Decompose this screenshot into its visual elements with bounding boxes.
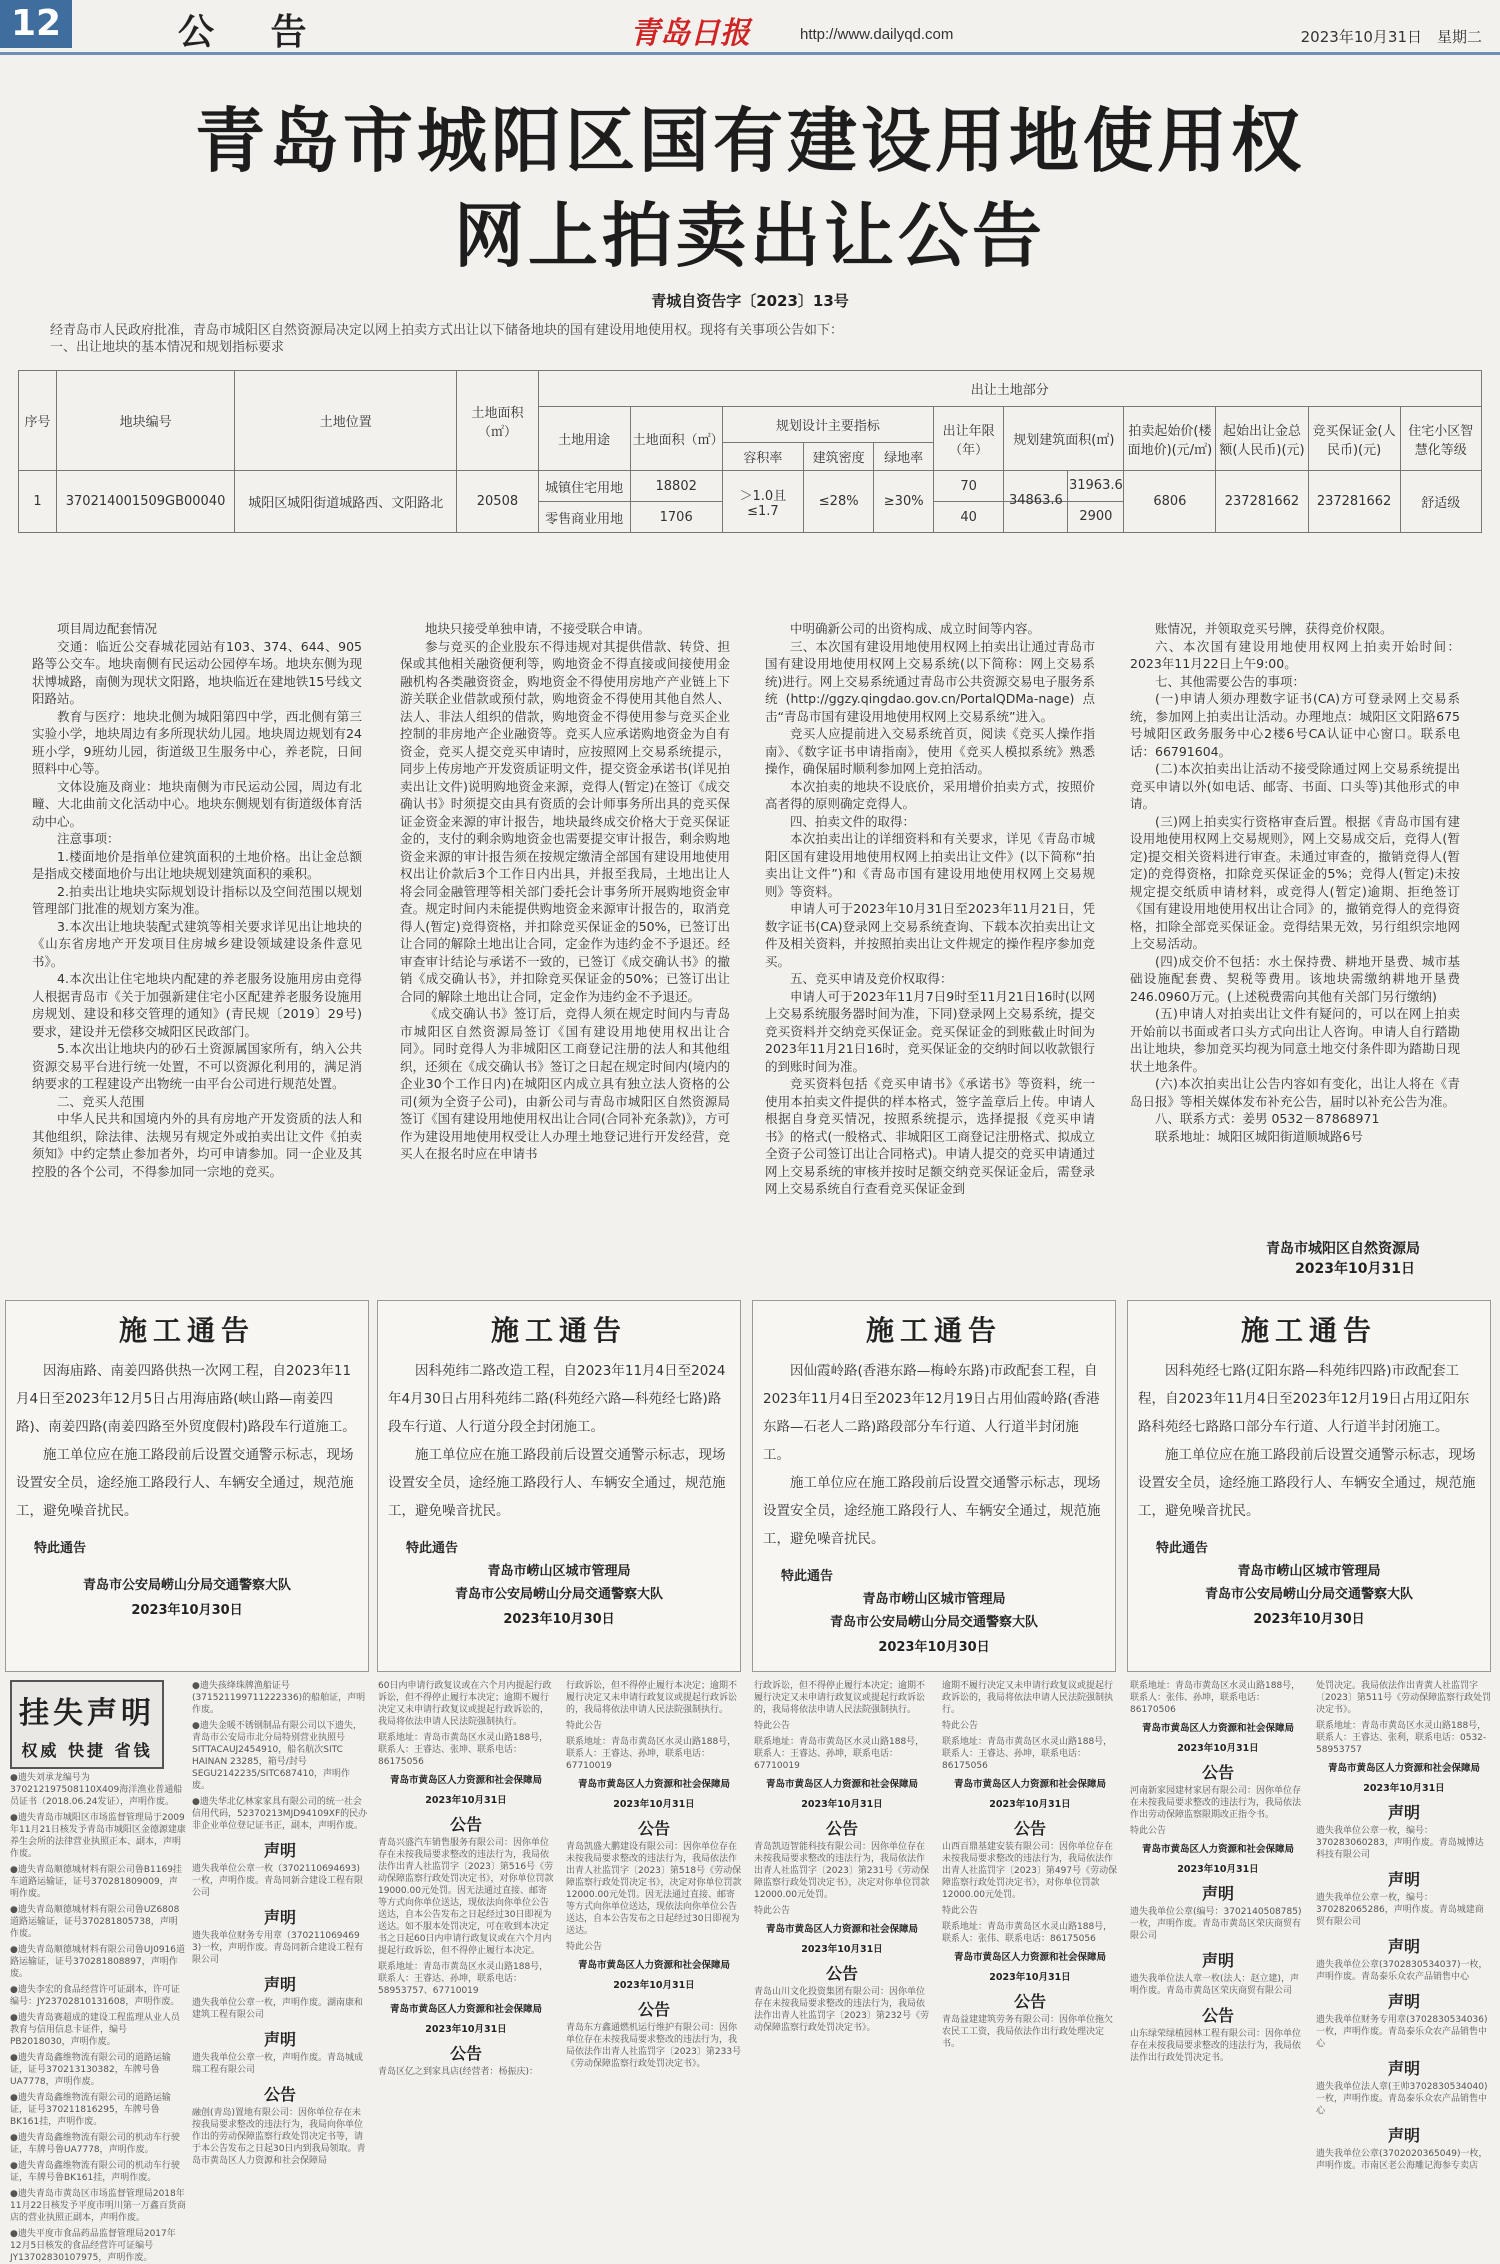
notice-title: 施工通告 bbox=[118, 1314, 255, 1347]
classified-text: ●遗失李宏的食品经营许可证副本，许可证编号：JY23702810131608，声明作废。 bbox=[10, 1985, 180, 2007]
body-paragraph: 交通：临近公交春城花园站有103、374、644、905路等公交车。地块南侧有民运动公园停车场。地块东侧为现状博城路，南侧为现状文阳路，地块临近在建地铁15号线文阳路站。 bbox=[32, 638, 362, 706]
classified-signature: 青岛市黄岛区人力资源和社会保障局 bbox=[953, 1952, 1106, 1963]
body-paragraph: 联系地址：城阳区城阳街道顺城路6号 bbox=[1155, 1128, 1363, 1144]
classified-text: 青岛东方鑫通燃机运行维护有限公司：因你单位存在未按我局要求整改的违法行为，我局依法作出青人社监罚字〔2023〕第233号《劳动保障监察行政处罚决定书》。 bbox=[566, 2023, 742, 2069]
body-paragraph: 竞买人应提前进入交易系统首页，阅读《竞买人操作指南》、《数字证书申请指南》，使用《竞买人模拟系统》熟悉操作，确保届时顺利参加网上竞拍活动。 bbox=[765, 726, 1095, 776]
cell-term-1: 70 bbox=[933, 471, 1003, 502]
body-column-3 bbox=[765, 620, 1095, 1198]
body-paragraph: 本次拍卖出让的详细资料和有关要求，详见《青岛市城阳区国有建设用地使用权网上拍卖出让文件》(以下简称“拍卖出让文件”)和《青岛市国有建设用地使用权网上交易规则》等资料。 bbox=[765, 831, 1095, 899]
body-paragraph: 七、其他需要公告的事项： bbox=[1155, 673, 1306, 689]
classified-column-6 bbox=[942, 1680, 1118, 2170]
classified-text: 遗失我单位公章一枚，声明作废。青岛城成瑞工程有限公司 bbox=[192, 2053, 364, 2075]
classified-column-3 bbox=[378, 1680, 554, 2170]
issue-date: 2023年10月31日 星期二 bbox=[1300, 28, 1482, 46]
cell-area: 20508 bbox=[457, 471, 538, 533]
classified-heading: 公告 bbox=[449, 2044, 482, 2063]
notice-date: 2023年10月30日 bbox=[1253, 1612, 1365, 1627]
classified-signature: 2023年10月31日 bbox=[613, 1799, 695, 1810]
body-paragraph: 文体设施及商业：地块南侧为市民运动公园，周边有北疃、大北曲前文化活动中心。地块东侧规划有街道级体育活动中心。 bbox=[32, 778, 362, 829]
classified-text: 山西百鼎基建安装有限公司：因你单位存在未按我局要求整改的违法行为，我局依法作出青人社监罚字〔2023〕第497号《劳动保障监察行政处罚决定书》，对你单位罚款12000.00元处罚。 bbox=[942, 1842, 1118, 1900]
classified-text: 青岛山川文化投资集团有限公司：因你单位存在未按我局要求整改的违法行为，我局依法作出青人社监罚字〔2023〕第232号《劳动保障监察行政处罚决定书》。 bbox=[754, 1987, 930, 2033]
newspaper-logo: 青岛日报 bbox=[630, 16, 750, 51]
cell-total-price: 237281662 bbox=[1216, 471, 1308, 533]
announcement-intro bbox=[50, 322, 1470, 356]
classified-heading: 声明 bbox=[1387, 2126, 1420, 2145]
classified-text: ●遗失青岛顺德城材料有限公司鲁UZ6808道路运输证，证号370281805738，声明作废。 bbox=[10, 1905, 180, 1939]
classified-heading: 公告 bbox=[1013, 1992, 1046, 2011]
cell-use-area-1: 18802 bbox=[630, 471, 722, 502]
body-column-4 bbox=[1130, 620, 1460, 1145]
classified-signature: 2023年10月31日 bbox=[1177, 1864, 1259, 1875]
classified-text: 青岛兴盛汽车销售服务有限公司：因你单位存在未按我局要求整改的违法行为，我局依法作出青人社监罚字〔2023〕第516号《劳动保障监察行政处罚决定书》，对你单位罚款19000.00元处罚。因无法通过直接、邮寄等方式向你单位送达，现依法向你单位公告送达，自本公告发布之日起经过30日即视为送达。如不服本处罚决定，可在收到本决定书之日起60日内申请行政复议或在六个月内提起行政诉讼，但不得停止履行本决定。 bbox=[378, 1838, 554, 1956]
classified-text: ●遗失青岛顺德城材料有限公司鲁UJ0916道路运输证，证号370281808897，声明作废。 bbox=[10, 1945, 185, 1979]
cell-smart-level: 舒适级 bbox=[1400, 471, 1481, 533]
th-use-area: 土地面积（㎡） bbox=[630, 407, 722, 471]
cell-build-2: 2900 bbox=[1067, 502, 1123, 532]
section-name: 公 告 bbox=[178, 11, 329, 53]
intro-subheading: 一、出让地块的基本情况和规划指标要求 bbox=[50, 340, 285, 355]
cell-use-1: 城镇住宅用地 bbox=[538, 471, 630, 502]
classified-heading: 声明 bbox=[263, 1975, 296, 1994]
classified-heading: 公告 bbox=[263, 2085, 296, 2104]
classified-heading: 声明 bbox=[263, 1908, 296, 1927]
classified-text: 联系地址：青岛市黄岛区水灵山路188号，联系人：王睿达、孙坤，联系电话：58953757、67710019 bbox=[378, 1962, 549, 1996]
classified-heading: 公告 bbox=[1201, 1763, 1234, 1782]
classified-text: ●遗失华北亿林家家具有限公司的统一社会信用代码，52370213MJD94109XF的民办非企业单位登记证书正，副本，声明作废。 bbox=[192, 1797, 368, 1831]
classified-signature: 青岛市黄岛区人力资源和社会保障局 bbox=[1141, 1723, 1294, 1734]
classified-signature: 青岛市黄岛区人力资源和社会保障局 bbox=[953, 1779, 1106, 1790]
classified-text: ●遗失青岛顺德城材料有限公司鲁B1169挂车道路运输证，证号370281809009，声明作废。 bbox=[10, 1865, 182, 1899]
classified-column-1 bbox=[10, 1772, 186, 2263]
body-column-1 bbox=[32, 620, 362, 1180]
classified-text: 遗失我单位法人章一枚(法人：赵立建)，声明作废。青岛市黄岛区荣庆商贸有限公司 bbox=[1130, 1974, 1300, 1996]
cell-build-area-2 bbox=[1004, 493, 1124, 533]
classified-signature: 2023年10月31日 bbox=[989, 1972, 1071, 1983]
classified-text: ●遗失青岛鑫维物流有限公司的道路运输证，证号370211816295，车牌号鲁BK161挂，声明作废。 bbox=[10, 2093, 171, 2127]
classified-text: ●遗失平度市食品药品监督管理局2017年12月5日核发的食品经营许可证编号JY13702830107975，声明作废。 bbox=[10, 2229, 176, 2263]
th-far: 容积率 bbox=[722, 443, 803, 471]
classified-signature: 青岛市黄岛区人力资源和社会保障局 bbox=[765, 1779, 918, 1790]
cell-use-area-2: 1706 bbox=[630, 502, 722, 533]
lost-subtitle: 权威 快捷 省钱 bbox=[21, 1741, 153, 1760]
classified-heading: 公告 bbox=[1201, 2006, 1234, 2025]
body-paragraph: 地块只接受单独申请，不接受联合申请。 bbox=[425, 621, 651, 636]
classified-text: ●遗失孩绛珠牌渔船证号(371521199711222336)的船舶证，声明作废。 bbox=[192, 1681, 366, 1715]
cell-location: 城阳区城阳街道城路西、文阳路北 bbox=[235, 471, 457, 533]
body-paragraph: 1.楼面地价是指单位建筑面积的土地价格。出让金总额是指成交楼面地价与出让地块规划建筑面积的乘积。 bbox=[32, 848, 362, 881]
notice-body: 因仙霞岭路(香港东路—梅岭东路)市政配套工程，自2023年11月4日至2023年12月19日占用仙霞岭路(香港东路—石老人二路)路段部分车行道、人行道半封闭施工。 bbox=[763, 1363, 1100, 1463]
body-paragraph: 申请人可于2023年10月31日至2023年11月21日，凭数字证书(CA)登录网上交易系统查询、下载本次拍卖出让文件及相关资料，并按照拍卖出让文件规定的操作程序参加竞买。 bbox=[765, 901, 1095, 969]
cell-use-2: 零售商业用地 bbox=[538, 502, 630, 533]
classified-text: 60日内申请行政复议或在六个月内提起行政诉讼，但不得停止履行本决定；逾期不履行决定又未申请行政复议或提起行政诉讼的，我局将依法申请人民法院强制执行。 bbox=[378, 1681, 552, 1727]
classified-signature: 青岛市黄岛区人力资源和社会保障局 bbox=[765, 1924, 918, 1935]
notice-date: 2023年10月30日 bbox=[131, 1603, 243, 1618]
classified-signature: 青岛市黄岛区人力资源和社会保障局 bbox=[577, 1960, 730, 1971]
classified-text: ●遗失刘承龙编号为370212197508110X409海洋渔业普通船员证书（2018.06.24发证），声明作废。 bbox=[10, 1773, 183, 1807]
notice-body-2: 施工单位应在施工路段前后设置交通警示标志，现场设置安全员，途经施工路段行人、车辆安全通过，规范施工，避免噪音扰民。 bbox=[763, 1475, 1101, 1547]
notice-body-2: 施工单位应在施工路段前后设置交通警示标志，现场设置安全员，途经施工路段行人、车辆安全通过，规范施工，避免噪音扰民。 bbox=[1138, 1447, 1476, 1519]
classified-text: 遗失我单位公章一枚，编号：370282065286，声明作废。青岛城建商贸有限公司 bbox=[1316, 1893, 1484, 1927]
construction-notice-3 bbox=[752, 1300, 1116, 1672]
classified-text: ●遗失金暖不锈钢制品有限公司以下遗失，青岛市公安局市北分局特别营业执照号SITTACAUJ2454910，船名航次SITC HAINAN 23285，箱号/封号SEGU2142235/SITC687410，声明作废。 bbox=[192, 1721, 362, 1791]
construction-notice-1 bbox=[5, 1300, 369, 1672]
body-paragraph: (三)网上拍卖实行资格审查后置。根据《青岛市国有建设用地使用权网上交易规则》，网上交易成交后，竞得人(暂定)提交相关资料进行审查。未通过审查的，撤销竞得人(暂定)的竞得资格，扣除竞买保证金的5%；竞得人(暂定)未按规定提交纸质申请材料，或竞得人(暂定)逾期、拒绝签订《国有建设用地使用权出让合同》的，撤销竞得人的竞得资格，扣除全部竞买保证金。竞得结果无效，另行组织宗地网上交易活动。 bbox=[1130, 813, 1460, 951]
classified-signature: 青岛市黄岛区人力资源和社会保障局 bbox=[389, 1775, 542, 1786]
signature-org: 青岛市城阳区自然资源局 bbox=[1266, 1241, 1420, 1257]
classified-column-2 bbox=[192, 1680, 368, 2170]
classified-column-4 bbox=[566, 1680, 742, 2170]
classified-heading: 声明 bbox=[1387, 1803, 1420, 1822]
th-seq: 序号 bbox=[19, 371, 57, 471]
notice-org-1: 青岛市崂山区城市管理局 bbox=[862, 1592, 1006, 1607]
body-paragraph: 账情况，并领取竞买号牌，获得竞价权限。 bbox=[1155, 621, 1393, 636]
classified-text: ●遗失青岛鑫维物流有限公司的道路运输证，证号370213130382，车牌号鲁UA7778，声明作废。 bbox=[10, 2053, 171, 2087]
body-paragraph: 四、拍卖文件的取得： bbox=[790, 813, 916, 829]
th-plan: 规划设计主要指标 bbox=[722, 407, 933, 443]
page-number: 12 bbox=[0, 0, 72, 48]
cell-code: 370214001509GB00040 bbox=[56, 471, 234, 533]
body-paragraph: (二)本次拍卖出让活动不接受除通过网上交易系统提出竞买申请以外(如电话、邮寄、书面、口头等)其他形式的申请。 bbox=[1130, 761, 1460, 811]
body-paragraph: (六)本次拍卖出让公告内容如有变化，出让人将在《青岛日报》等相关媒体发布补充公告，届时以补充公告为准。 bbox=[1130, 1076, 1460, 1109]
classified-text: ●遗失青岛鑫维物流有限公司的机动车行驶证，车牌号鲁BK161挂，声明作废。 bbox=[10, 2161, 180, 2183]
classified-text: 联系地址：青岛市黄岛区水灵山路188号，联系人：王睿达、张坤、联系电话：86175056 bbox=[378, 1733, 549, 1767]
cell-build-total: 34863.6 bbox=[1008, 493, 1063, 508]
body-paragraph: (五)申请人对拍卖出让文件有疑问的，可以在网上拍卖开始前以书面或者口头方式向出让人咨询。申请人自行踏勘出让地块，参加竞买均视为同意土地交付条件即为踏勘日现状土地条件。 bbox=[1130, 1006, 1460, 1074]
notice-org-2: 青岛市公安局崂山分局交通警察大队 bbox=[82, 1578, 291, 1593]
notice-body-2: 施工单位应在施工路段前后设置交通警示标志，现场设置安全员，途经施工路段行人、车辆安全通过，规范施工，避免噪音扰民。 bbox=[388, 1447, 726, 1519]
classified-text: 处罚决定。我局依法作出青黄人社监罚字〔2023〕第511号《劳动保障监察行政处罚决定书》。 bbox=[1316, 1681, 1492, 1715]
notice-title: 施工通告 bbox=[1240, 1314, 1377, 1347]
notice-special: 特此通告 bbox=[781, 1569, 834, 1584]
classified-signature: 青岛市黄岛区人力资源和社会保障局 bbox=[577, 1779, 730, 1790]
notice-title: 施工通告 bbox=[865, 1314, 1002, 1347]
classified-heading: 公告 bbox=[825, 1819, 858, 1838]
construction-notice-4 bbox=[1127, 1300, 1491, 1672]
classified-column-7 bbox=[1130, 1680, 1306, 2170]
body-paragraph: 中华人民共和国境内外的具有房地产开发资质的法人和其他组织，除法律、法规另有规定外或拍卖出让文件《拍卖须知》中约定禁止参加者外，均可申请参加。同一企业及其控股的各个公司，不得参加同一宗地的竞买。 bbox=[32, 1111, 362, 1179]
classified-text: 特此公告 bbox=[942, 1721, 979, 1731]
classified-text: ●遗失青岛市城阳区市场监督管理局于2009年11月21日核发予青岛市城阳区金德源建康养生会所的法律营业执照正本、副本，声明作废。 bbox=[10, 1813, 186, 1859]
notice-body: 因科苑经七路(辽阳东路—科苑纬四路)市政配套工程，自2023年11月4日至2023年12月19日占用辽阳东路科苑经七路路口部分车行道、人行道半封闭施工。 bbox=[1138, 1363, 1470, 1435]
th-start-price: 拍卖起始价(楼面地价)(元/㎡) bbox=[1124, 407, 1216, 471]
land-info-table bbox=[18, 370, 1482, 533]
classified-column-5 bbox=[754, 1680, 930, 2170]
classified-text: 青岛益建建筑劳务有限公司：因你单位拖欠农民工工资，我局依法作出行政处理决定书。 bbox=[942, 2015, 1114, 2049]
classified-text: 青岛区亿之到家具店(经营者：杨振庆)： bbox=[378, 2067, 539, 2077]
classified-text: ●遗失青岛鑫维物流有限公司的机动车行驶证，车牌号鲁UA7778，声明作废。 bbox=[10, 2133, 180, 2155]
classified-signature: 2023年10月31日 bbox=[801, 1944, 883, 1955]
cell-term-2: 40 bbox=[933, 502, 1003, 533]
cell-green: ≥30% bbox=[874, 471, 934, 533]
document-number: 青城自资告字〔2023〕13号 bbox=[651, 292, 849, 310]
classified-signature: 2023年10月31日 bbox=[1363, 1783, 1445, 1794]
th-total-price: 起始出让金总额(人民币)(元) bbox=[1216, 407, 1308, 471]
th-green: 绿地率 bbox=[874, 443, 934, 471]
classified-heading: 声明 bbox=[263, 2030, 296, 2049]
body-paragraph: 《成交确认书》签订后，竞得人须在规定时间内与青岛市城阳区自然资源局签订《国有建设用地使用权出让合同》。同时竞得人为非城阳区工商登记注册的法人和其他组织，还须在《成交确认书》签订之日起在规定时间内(境内的企业30个工作日内)在城阳区内成立具有独立法人资格的公司(须为全资子公司)，由新公司与青岛市城阳区自然资源局签订《国有建设用地使用权出让合同(合同补充条款)》，方可作为建设用地使用权受让人办理土地登记进行开发经营，竞买人在报名时应在申请书 bbox=[400, 1006, 730, 1161]
classified-text: 特此公告 bbox=[754, 1721, 791, 1731]
classified-text: 遗失我单位公章一枚，编号：370283060283，声明作废。青岛城博达科技有限公司 bbox=[1316, 1826, 1484, 1860]
notice-org-1: 青岛市崂山区城市管理局 bbox=[1237, 1564, 1381, 1579]
classified-text: 遗失我单位公章(编号：3702140508785)一枚，声明作废。青岛市黄岛区荣庆商贸有限公司 bbox=[1130, 1907, 1302, 1941]
classified-heading: 公告 bbox=[637, 1819, 670, 1838]
notice-title: 施工通告 bbox=[490, 1314, 627, 1347]
body-paragraph: 本次拍卖的地块不设底价，采用增价拍卖方式，按照价高者得的原则确定竞得人。 bbox=[765, 778, 1095, 811]
classified-text: 行政诉讼，但不得停止履行本决定；逾期不履行决定又未申请行政复议或提起行政诉讼的，我局将依法申请人民法院强制执行。 bbox=[754, 1681, 926, 1715]
notice-body-2: 施工单位应在施工路段前后设置交通警示标志，现场设置安全员，途经施工路段行人、车辆安全通过，规范施工，避免噪音扰民。 bbox=[16, 1447, 354, 1519]
body-paragraph: 申请人可于2023年11月7日9时至11月21日16时(以网上交易系统服务器时间为准，下同)登录网上交易系统，提交竞买资料并交纳竞买保证金。竞买保证金的到账截止时间为2023年11月21日16时，竞买保证金的交纳时间以收款银行的到账时间为准。 bbox=[765, 988, 1095, 1074]
classified-text: 青岛凯迈智能科技有限公司：因你单位存在未按我局要求整改的违法行为，我局依法作出青人社监罚字〔2023〕第231号《劳动保障监察行政处罚决定书》，决定对你单位罚款12000.00元处罚。 bbox=[754, 1842, 930, 1900]
body-paragraph: 五、竞买申请及竞价权取得： bbox=[790, 971, 953, 986]
th-location: 土地位置 bbox=[235, 371, 457, 471]
cell-build-1: 31963.6 bbox=[1067, 471, 1123, 501]
body-paragraph: 六、本次国有建设用地使用权网上拍卖开始时间：2023年11月22日上午9:00。 bbox=[1130, 638, 1460, 671]
body-paragraph: 二、竞买人范围 bbox=[57, 1093, 145, 1109]
th-area: 土地面积（㎡） bbox=[457, 371, 538, 471]
th-deposit: 竞买保证金(人民币)(元) bbox=[1308, 407, 1400, 471]
signature-date: 2023年10月31日 bbox=[1295, 1261, 1415, 1277]
body-paragraph: 中明确新公司的出资构成、成立时间等内容。 bbox=[790, 621, 1041, 636]
classified-heading: 声明 bbox=[1201, 1884, 1234, 1903]
notice-body: 因海庙路、南姜四路供热一次网工程，自2023年11月4日至2023年12月5日占用海庙路(峡山路—南姜四路)、南姜四路(南姜四路至外贸度假村)路段车行道施工。 bbox=[16, 1363, 356, 1435]
body-paragraph: 3.本次出让地块装配式建筑等相关要求详见出让地块的《山东省房地产开发项目住房城乡建设领域建设条件意见书》。 bbox=[32, 918, 362, 969]
classified-text: 融创(青岛)置地有限公司：因你单位存在未按我局要求整改的违法行为，我局向你单位作出的劳动保障监察行政处罚决定书等，请于本公告发布之日起30日内到我局领取。青岛市黄岛区人力资源和社会保障局 bbox=[192, 2108, 366, 2166]
notice-date: 2023年10月30日 bbox=[878, 1640, 990, 1655]
classified-signature: 2023年10月31日 bbox=[801, 1799, 883, 1810]
classified-heading: 声明 bbox=[1387, 1937, 1420, 1956]
cell-density: ≤28% bbox=[803, 471, 873, 533]
body-paragraph: 5.本次出让地块内的砂石土资源属国家所有，纳入公共资源交易平台进行统一处置，不可以资源化利用的，满足消纳要求的工程建设产出物统一由平台公司进行规范处置。 bbox=[32, 1041, 362, 1091]
body-paragraph: 八、联系方式：姜男 0532－87868971 bbox=[1155, 1111, 1380, 1126]
body-column-2 bbox=[400, 620, 730, 1163]
classified-heading: 声明 bbox=[1201, 1951, 1234, 1970]
classified-heading: 声明 bbox=[1387, 2059, 1420, 2078]
body-paragraph: (一)申请人须办理数字证书(CA)方可登录网上交易系统，参加网上拍卖出让活动。办理地点：城阳区文阳路675号城阳区政务服务中心2楼6号CA认证中心窗口。联系电话：66791604。 bbox=[1130, 691, 1460, 759]
body-paragraph: 参与竞买的企业股东不得违规对其提供借款、转贷、担保或其他相关融资便利等，购地资金不得直接或间接使用金融机构各类融资资金，购地资金不得使用房地产产业链上下游关联企业借款或预付款，购地资金不得使用其他自然人、法人、非法人组织的借款，购地资金不得使用参与竞买企业控制的非房地产企业融资等。竞买人应承诺购地资金为自有资金，竞买人提交竞买申请时，应按照网上交易系统提示，同步上传房地产开发资质证明文件，提交资金承诺书(详见拍卖出让文件)说明购地资金来源，竞得人(暂定)在签订《成交确认书》时须提交由具有资质的会计师事务所出具的竞买保证金资金来源的审计报告，地块最终成交价格大于竞买保证金的，支付的剩余购地资金也需要提交审计报告，剩余购地资金来源的审计报告须在按规定缴清全部国有建设用地使用权出让价款后3个工作日内出具，并报至我局，土地出让人将会同金融管理等相关部门委托会计事务所开展购地资金审查。规定时间内未能提供购地资金来源审计报告的，取消竞得人(暂定)竞得资格，并扣除竞买保证金的50%，已签订出让合同的解除土地出让合同，定金作为违约金不予退还。经审查审计结论与承诺不一致的，已签订《成交确认书》的撤销《成交确认书》，并扣除竞买保证金的50%；已签订出让合同的解除土地出让合同，定金作为违约金不予退还。 bbox=[400, 638, 730, 1004]
classified-signature: 青岛市黄岛区人力资源和社会保障局 bbox=[1327, 1763, 1480, 1774]
announcement-title-line2: 网上拍卖出让公告 bbox=[454, 194, 1046, 277]
classified-text: 河南新家园建材家居有限公司：因你单位存在未按我局要求整改的违法行为，我局依法作出劳动保障监察限期改正指令书。 bbox=[1130, 1786, 1302, 1820]
notice-org-2: 青岛市公安局崂山分局交通警察大队 bbox=[829, 1615, 1038, 1630]
body-paragraph: 项目周边配套情况 bbox=[57, 621, 158, 636]
classified-text: 联系地址：青岛市黄岛区水灵山路188号，联系人：王睿达、张利，联系电话：0532-58953757 bbox=[1316, 1721, 1487, 1755]
classified-signature: 青岛市黄岛区人力资源和社会保障局 bbox=[1141, 1844, 1294, 1855]
classified-heading: 公告 bbox=[637, 2000, 670, 2019]
th-term: 出让年限（年） bbox=[933, 407, 1003, 471]
classified-signature: 2023年10月31日 bbox=[425, 1795, 507, 1806]
classified-text: 特此公告 bbox=[754, 1906, 791, 1916]
classified-column-8 bbox=[1316, 1680, 1492, 2170]
notice-special: 特此通告 bbox=[1156, 1541, 1209, 1556]
cell-start-price: 6806 bbox=[1124, 471, 1216, 533]
website-url[interactable]: http://www.dailyqd.com bbox=[800, 26, 954, 43]
notice-org-2: 青岛市公安局崂山分局交通警察大队 bbox=[454, 1587, 663, 1602]
classified-text: 特此公告 bbox=[566, 1721, 603, 1731]
body-paragraph: 注意事项： bbox=[57, 831, 120, 846]
classified-heading: 声明 bbox=[1387, 1870, 1420, 1889]
classified-text: 特此公告 bbox=[942, 1906, 979, 1916]
classified-text: 遗失我单位公章(3702020365049)一枚，声明作废。市南区老公海雕记海参专卖店 bbox=[1316, 2149, 1488, 2171]
classified-text: 遗失我单位财务专用章(3702830534036)一枚，声明作废。青岛泰乐众农产品销售中心 bbox=[1316, 2015, 1488, 2049]
page-header bbox=[0, 0, 1500, 55]
notice-body: 因科苑纬二路改造工程，自2023年11月4日至2024年4月30日占用科苑纬二路(科苑经六路—科苑经七路)路段车行道、人行道分段全封闭施工。 bbox=[388, 1363, 726, 1435]
classified-heading: 声明 bbox=[1387, 1992, 1420, 2011]
classified-text: 遗失我单位公章一枚（370211069469​3)一枚，声明作废。青岛同新合建设工程有限公司 bbox=[192, 1864, 364, 1898]
classified-signature: 青岛市黄岛区人力资源和社会保障局 bbox=[389, 2004, 542, 2015]
cell-seq: 1 bbox=[19, 471, 57, 533]
construction-notice-2 bbox=[377, 1300, 741, 1672]
classified-heading: 公告 bbox=[825, 1964, 858, 1983]
intro-text: 经青岛市人民政府批准，青岛市城阳区自然资源局决定以网上拍卖方式出让以下储备地块的国有建设用地使用权。现将有关事项公告如下： bbox=[50, 323, 844, 338]
lost-notice-banner bbox=[10, 1680, 164, 1769]
classified-signature: 2023年10月31日 bbox=[1177, 1743, 1259, 1754]
classified-text: 遗失我单位财务专用章（37021106946​9​3)一枚，声明作废。青岛同新合建设工程有限公司 bbox=[192, 1931, 364, 1965]
notice-special: 特此通告 bbox=[406, 1541, 459, 1556]
classified-text: 遗失我单位公章(3702830534037)一枚，声明作废。青岛泰乐众农产品销售中心 bbox=[1316, 1960, 1488, 1982]
classified-text: 遗失我单位法人章(王帅3702830534040)一枚，声明作废。青岛泰乐众农产品销售中心 bbox=[1316, 2082, 1488, 2116]
lost-title: 挂失声明 bbox=[19, 1696, 155, 1731]
classified-heading: 公告 bbox=[1013, 1819, 1046, 1838]
classified-signature: 2023年10月31日 bbox=[425, 2024, 507, 2035]
classified-text: 联系地址：青岛市黄岛区水灵山路188号，联系人：王睿达、孙坤，联系电话：86175056 bbox=[942, 1737, 1113, 1771]
classified-text: 特此公告 bbox=[566, 1942, 603, 1952]
classified-text: 联系地址：青岛市黄岛区水灵山路188号，联系人：王睿达、孙坤，联系电话：67710019 bbox=[566, 1737, 737, 1771]
body-paragraph: (四)成交价不包括：水土保持费、耕地开垦费、城市基础设施配套费、契税等费用。该地块需缴纳耕地开垦费246.0960万元。(上述税费需向其他有关部门另行缴纳) bbox=[1130, 953, 1460, 1004]
announcement-title-line1: 青岛市城阳区国有建设用地使用权 bbox=[195, 99, 1305, 182]
classified-signature: 2023年10月31日 bbox=[989, 1799, 1071, 1810]
cell-far: ＞1.0且≤1.7 bbox=[722, 471, 803, 533]
classified-heading: 声明 bbox=[263, 1841, 296, 1860]
classified-signature: 2023年10月31日 bbox=[613, 1980, 695, 1991]
classified-text: 行政诉讼，但不得停止履行本决定；逾期不履行决定又未申请行政复议或提起行政诉讼的，我局将依法申请人民法院强制执行。 bbox=[566, 1681, 738, 1715]
classified-text: ●遗失青岛市黄岛区市场监督管理局2018年11月22日核发予平度市明川第一万鑫百货商店的营业执照正副本，声明作废。 bbox=[10, 2189, 186, 2223]
cell-deposit: 237281662 bbox=[1308, 471, 1400, 533]
classified-text: 山东绿荣绿植园林工程有限公司：因你单位存在未按我局要求整改的违法行为，我局依法作出行政处罚决定书。 bbox=[1130, 2029, 1302, 2063]
notice-special: 特此通告 bbox=[34, 1541, 87, 1556]
body-paragraph: 三、本次国有建设用地使用权网上拍卖出让通过青岛市国有建设用地使用权网上交易系统(以下简称：网上交易系统)进行。网上交易系统通过青岛市公共资源交易电子服务系统(http://ggzy.qingdao.gov.cn/PortalQDMa-nage)点击“青岛市国有建设用地使用权网上交易系统”进入。 bbox=[765, 638, 1095, 724]
body-paragraph: 2.拍卖出让地块实际规划设计指标以及空间范围以规划管理部门批准的规划方案为准。 bbox=[32, 883, 362, 916]
th-smart-level: 住宅小区智慧化等级 bbox=[1400, 407, 1481, 471]
classified-text: 联系地址：青岛市黄岛区水灵山路188号，联系人：张伟、孙坤，联系电话：86170506 bbox=[1130, 1681, 1301, 1715]
classified-text: 逾期不履行决定又未申请行政复议或提起行政诉讼的，我局将依法申请人民法院强制执行。 bbox=[942, 1681, 1114, 1715]
classified-text: 特此公告 bbox=[1130, 1826, 1167, 1836]
th-group: 出让土地部分 bbox=[538, 371, 1481, 407]
notice-org-1: 青岛市崂山区城市管理局 bbox=[487, 1564, 631, 1579]
classified-text: 青岛凯盛大鹏建设有限公司：因你单位存在未按我局要求整改的违法行为，我局依法作出青人社监罚字〔2023〕第518号《劳动保障监察行政处罚决定书》，决定对你单位罚款12000.00元处罚。因无法通过直接、邮寄等方式向你单位送达，现依法向你单位公告送达，自本公告发布之日起经过30日即视为送达。 bbox=[566, 1842, 742, 1936]
classified-text: 联系地址：青岛市黄岛区水灵山路188号，联系人：王睿达、孙坤，联系电话：67710019 bbox=[754, 1737, 925, 1771]
body-paragraph: 竞买资料包括《竞买申请书》《承诺书》等资料，统一使用本拍卖文件提供的样本格式，签字盖章后上传。申请人根据自身竞买情况，按照系统提示，选择提报《竞买申请书》的格式(一般格式、非城阳区工商登记注册格式、拟成立全资子公司签订出让合同格式)。申请人提交的竞买申请通过网上交易系统的审核并按时足额交纳竞买保证金后，需登录网上交易系统自行查看竞买保证金到 bbox=[765, 1076, 1095, 1196]
body-paragraph: 4.本次出让住宅地块内配建的养老服务设施用房由竞得人根据青岛市《关于加强新建住宅小区配建养老服务设施用房规划、建设和移交管理的通知》(青民规〔2019〕29号)要求，建设并无偿移交城阳区民政部门。 bbox=[32, 971, 362, 1039]
th-build-area: 规划建筑面积(㎡) bbox=[1004, 407, 1124, 471]
notice-org-2: 青岛市公安局崂山分局交通警察大队 bbox=[1204, 1587, 1413, 1602]
notice-date: 2023年10月30日 bbox=[503, 1612, 615, 1627]
body-paragraph: 教育与医疗：地块北侧为城阳第四中学，西北侧有第三实验小学，地块周边有多所现状幼儿园。地块周边规划有24班小学，9班幼儿园，街道级卫生服务中心，养老院，日间照料中心等。 bbox=[32, 708, 362, 776]
classified-heading: 公告 bbox=[449, 1815, 482, 1834]
th-use: 土地用途 bbox=[538, 407, 630, 471]
th-code: 地块编号 bbox=[56, 371, 234, 471]
classified-text: ●遗失青岛赛超成的建设工程监理从业人员教育与信用信息卡证件，编号PB2018030，声明作废。 bbox=[10, 2013, 180, 2047]
classified-text: 遗失我单位公章一枚，声明作废。湖南康和建筑工程有限公司 bbox=[192, 1998, 364, 2020]
th-density: 建筑密度 bbox=[803, 443, 873, 471]
classified-text: 联系地址：青岛市黄岛区水灵山路188号，联系人：张伟、联系电话：86175056 bbox=[942, 1922, 1113, 1944]
